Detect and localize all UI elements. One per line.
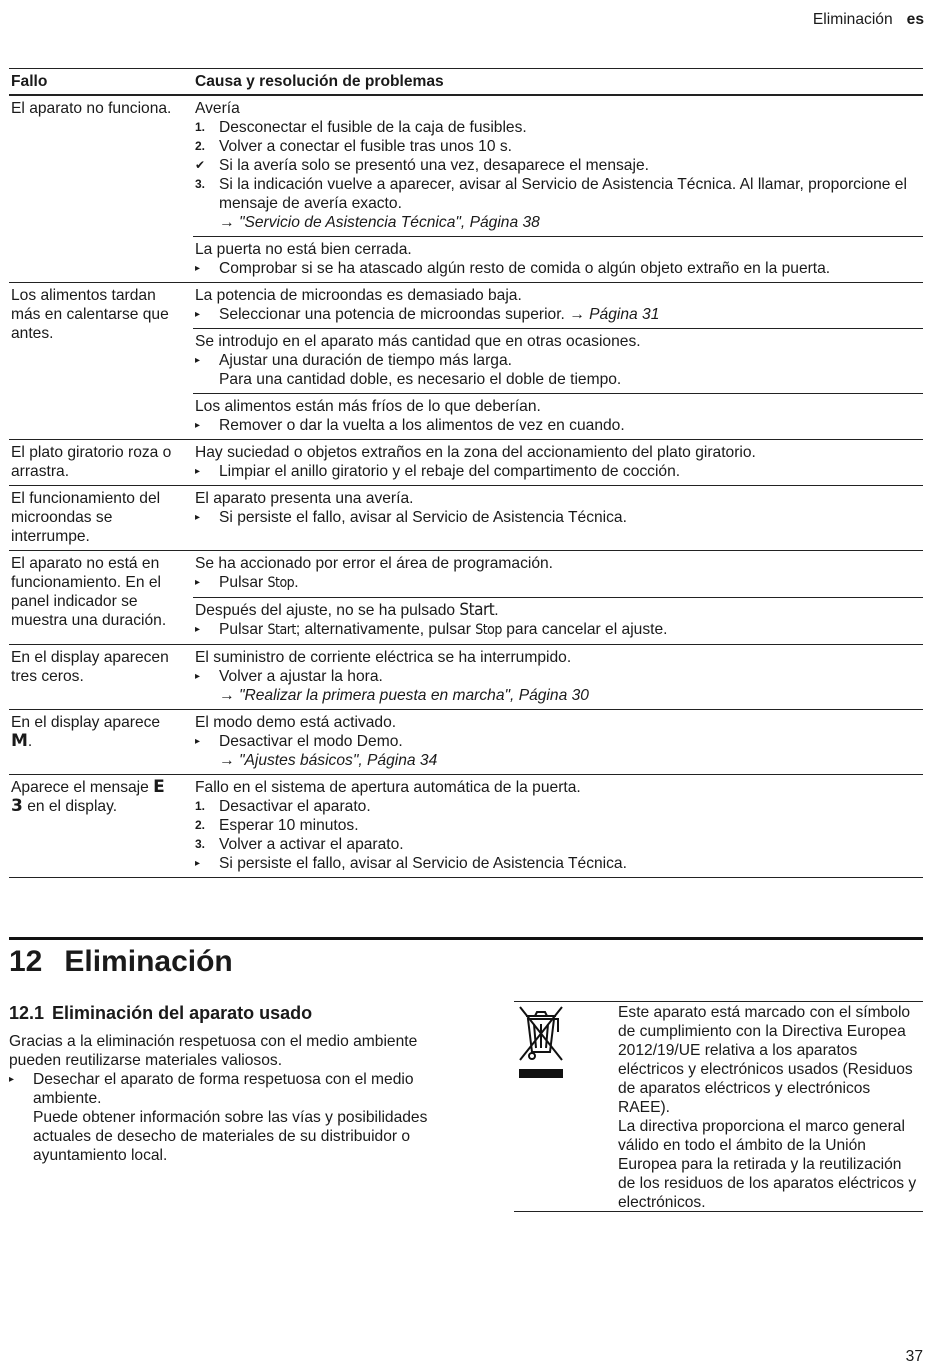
cause-block (193, 486, 923, 531)
section-title-text: Eliminación del aparato usado (52, 1003, 313, 1023)
action-text: Desactivar el modo Demo. (219, 733, 403, 750)
cross-reference[interactable] (195, 751, 923, 770)
action-text: Si persiste el fallo, avisar al Servicio de Asistencia Técnica. (219, 509, 627, 526)
step (195, 175, 923, 213)
step-number: 2. (195, 818, 206, 832)
disposal-text (9, 1032, 449, 1165)
check-icon: ✔ (195, 158, 206, 172)
cause-block (193, 551, 923, 598)
fault-cell (9, 710, 193, 774)
action-text: Seleccionar una potencia de microondas superior. (219, 306, 565, 323)
start-key-label: Start (459, 600, 495, 620)
weee-paragraph: Este aparato está marcado con el símbolo de cumplimiento con la Directiva Europea 2012/19/UE relativa a los aparatos eléctricos y electrónicos usados (Residuos de aparatos eléctricos y electrónicos RAEE). (618, 1004, 913, 1116)
step-text: Volver a conectar el fusible tras unos 10 s. (219, 138, 512, 155)
cause-title-end: . (494, 602, 499, 619)
action (195, 620, 923, 640)
action-text: Remover o dar la vuelta a los alimentos de vez en cuando. (219, 417, 625, 434)
chapter-rule (9, 937, 923, 940)
running-header (813, 10, 924, 29)
cross-reference[interactable] (195, 213, 923, 232)
action-text: Limpiar el anillo giratorio y el rebaje del compartimento de cocción. (219, 463, 681, 480)
bullet-icon: ▸ (195, 263, 201, 274)
step-text: Volver a activar el aparato. (219, 836, 404, 853)
action-text-end: para cancelar el ajuste. (506, 621, 668, 638)
table-row (9, 551, 923, 645)
cross-reference[interactable] (195, 686, 923, 705)
action (195, 573, 923, 593)
cause-title: Se ha accionado por error el área de programación. (195, 555, 554, 572)
fault-cell: El aparato no está en funcionamiento. En el panel indicador se muestra una duración. (11, 555, 167, 629)
action-text: Desechar el aparato de forma respetuosa con el medio ambiente. (33, 1071, 414, 1107)
header-cause: Causa y resolución de problemas (195, 73, 444, 90)
weee-paragraph: La directiva proporciona el marco general válido en todo el ámbito de la Unión Europea para la retirada y la reutilización de los residuos de los aparatos eléctricos y electrónicos. (618, 1118, 917, 1211)
table-row (9, 486, 923, 551)
action (195, 854, 923, 873)
table-row (9, 710, 923, 775)
bullet-icon: ▸ (195, 466, 201, 477)
arrow-icon: → (219, 752, 235, 769)
cause-cell (193, 283, 923, 439)
bullet-icon: ▸ (195, 512, 201, 523)
bullet-icon: ▸ (195, 577, 201, 588)
step-number: 1. (195, 799, 206, 813)
demo-mode-symbol: M (11, 731, 28, 751)
step-number: 3. (195, 177, 206, 191)
cause-block (193, 329, 923, 394)
action (195, 667, 923, 686)
action (195, 259, 923, 278)
step (195, 816, 923, 835)
reference-text: "Ajustes básicos", Página 34 (238, 752, 438, 769)
disposal-intro: Gracias a la eliminación respetuosa con el medio ambiente pueden reutilizarse materiales valiosos. (9, 1033, 418, 1069)
action (195, 351, 923, 370)
bullet-icon: ▸ (195, 671, 201, 682)
cause-cell (193, 440, 923, 485)
action-text: Ajustar una duración de tiempo más larga. (219, 352, 512, 369)
table-header (9, 69, 923, 96)
step (195, 118, 923, 137)
cause-block (193, 96, 923, 237)
bullet-icon: ▸ (195, 624, 201, 635)
table-row (9, 775, 923, 878)
cause-title: Hay suciedad o objetos extraños en la zona del accionamiento del plato giratorio. (195, 444, 756, 461)
fault-text-end: . (27, 733, 33, 750)
table-row (9, 645, 923, 710)
header-section: Eliminación (812, 11, 893, 28)
cause-title: El aparato presenta una avería. (195, 490, 414, 507)
cause-title: Avería (195, 100, 240, 117)
cross-reference[interactable]: Página 31 (589, 306, 660, 323)
error-symbol-3: 3 (11, 796, 23, 816)
table-row (9, 440, 923, 486)
cause-cell (193, 96, 923, 282)
fault-cell (9, 775, 193, 877)
result (195, 156, 923, 175)
bullet-icon: ▸ (195, 309, 201, 320)
cause-block (193, 237, 923, 282)
step (195, 797, 923, 816)
bullet-icon: ▸ (195, 355, 201, 366)
action (195, 305, 923, 324)
action-text: Si persiste el fallo, avisar al Servicio de Asistencia Técnica. (219, 855, 627, 872)
fault-cell: Los alimentos tardan más en calentarse que antes. (11, 287, 169, 342)
fault-cell: En el display aparecen tres ceros. (11, 649, 169, 685)
header-lang: es (906, 11, 924, 28)
cause-title: Se introdujo en el aparato más cantidad que en otras ocasiones. (195, 333, 641, 350)
cause-title: El suministro de corriente eléctrica se ha interrumpido. (195, 649, 572, 666)
cause-block (193, 598, 923, 644)
cause-title: Los alimentos están más fríos de lo que deberían. (195, 398, 541, 415)
action (195, 732, 923, 751)
cause-block (193, 775, 923, 877)
action-text: Pulsar (219, 621, 264, 638)
cause-title: Fallo en el sistema de apertura automática de la puerta. (195, 779, 581, 796)
fault-text: Aparece el mensaje (11, 779, 149, 796)
chapter-title-text: Eliminación (64, 945, 233, 978)
step-number: 1. (195, 120, 206, 134)
bullet-icon: ▸ (195, 858, 201, 869)
action (9, 1070, 449, 1108)
step-text: Esperar 10 minutos. (219, 817, 359, 834)
chapter-title (9, 943, 233, 981)
crossed-out-wheelie-bin-icon (516, 1004, 566, 1080)
start-key-label: Start (267, 622, 296, 638)
step (195, 835, 923, 854)
action-note: Puede obtener información sobre las vías y posibilidades actuales de desecho de materiales de su distribuidor o ayuntamiento local. (33, 1109, 428, 1164)
table-row (9, 283, 923, 440)
page-number: 37 (905, 1348, 923, 1365)
bullet-icon: ▸ (9, 1074, 15, 1085)
fault-cell: El funcionamiento del microondas se interrumpe. (11, 490, 161, 545)
cause-block (193, 283, 923, 329)
action-text: Pulsar (219, 574, 264, 591)
stop-key-label: Stop (267, 575, 295, 591)
cause-title: La potencia de microondas es demasiado baja. (195, 287, 522, 304)
error-symbol-e: E (153, 777, 165, 797)
action-text-end: . (294, 574, 299, 591)
step-text: Desactivar el aparato. (219, 798, 371, 815)
section-title (9, 1002, 312, 1024)
weee-text (618, 1003, 918, 1212)
step-text: Si la indicación vuelve a aparecer, avisar al Servicio de Asistencia Técnica. Al llamar, proporcione el mensaje de avería exacto. (219, 176, 907, 212)
step-text: Desconectar el fusible de la caja de fusibles. (219, 119, 527, 136)
bullet-icon: ▸ (195, 420, 201, 431)
cause-title: La puerta no está bien cerrada. (195, 241, 412, 258)
step (195, 137, 923, 156)
table-row (9, 96, 923, 283)
action-note: Para una cantidad doble, es necesario el doble de tiempo. (219, 371, 622, 388)
cause-title: El modo demo está activado. (195, 714, 397, 731)
section-number: 12.1 (9, 1003, 45, 1023)
cause-cell (193, 775, 923, 877)
result-text: Si la avería solo se presentó una vez, desaparece el mensaje. (219, 157, 649, 174)
cause-block (193, 394, 923, 439)
action (195, 416, 923, 435)
cause-block (193, 645, 923, 709)
arrow-icon: → (219, 214, 235, 231)
cause-block (193, 440, 923, 485)
troubleshooting-table (9, 68, 923, 878)
arrow-icon: → (569, 306, 585, 323)
cause-cell (193, 710, 923, 774)
weee-box (514, 1001, 923, 1212)
step-number: 3. (195, 837, 206, 851)
arrow-icon: → (219, 687, 235, 704)
reference-text: "Realizar la primera puesta en marcha", Página 30 (238, 687, 589, 704)
cause-title-text: Después del ajuste, no se ha pulsado (195, 602, 456, 619)
fault-cell: El aparato no funciona. (11, 100, 172, 117)
reference-text: "Servicio de Asistencia Técnica", Página 38 (238, 214, 540, 231)
fault-cell: El plato giratorio roza o arrastra. (11, 444, 172, 480)
fault-text: En el display aparece (11, 714, 161, 731)
stop-key-label: Stop (475, 622, 502, 638)
cause-cell (193, 645, 923, 709)
action-text: Comprobar si se ha atascado algún resto de comida o algún objeto extraño en la puerta. (219, 260, 831, 277)
header-fault: Fallo (11, 73, 48, 90)
action (195, 508, 923, 527)
step-number: 2. (195, 139, 206, 153)
action (195, 462, 923, 481)
fault-text-end: en el display. (27, 798, 118, 815)
chapter-number: 12 (9, 945, 43, 978)
bullet-icon: ▸ (195, 736, 201, 747)
cause-cell (193, 551, 923, 644)
cause-title (195, 601, 923, 620)
cause-block (193, 710, 923, 774)
action-text: Volver a ajustar la hora. (219, 668, 383, 685)
action-text-mid: ; alternativamente, pulsar (295, 621, 471, 638)
cause-cell (193, 486, 923, 550)
